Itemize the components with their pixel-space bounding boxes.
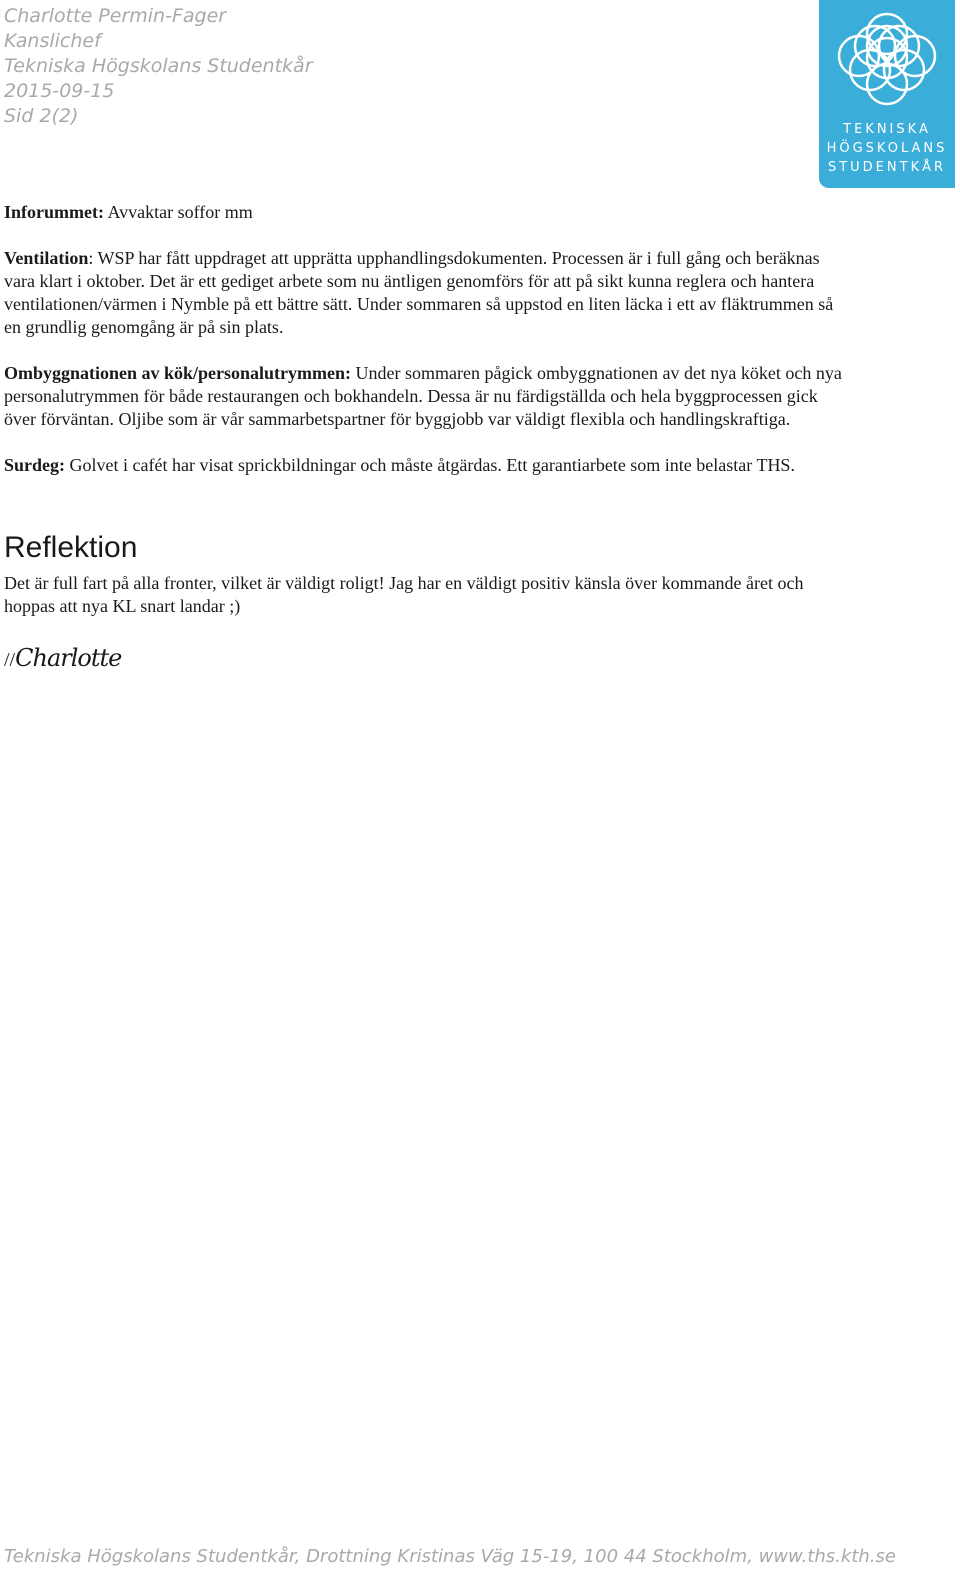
section-label: Ombyggnationen av kök/personalutrymmen:	[4, 363, 352, 383]
spacer	[4, 500, 854, 530]
signature	[4, 644, 854, 674]
section-inforummet	[4, 201, 854, 224]
document-body	[4, 201, 854, 674]
page-number: Sid 2(2)	[4, 105, 79, 127]
ths-logo	[819, 0, 955, 188]
document-header	[4, 4, 313, 129]
logo-line-2: HÖGSKOLANS	[826, 141, 948, 156]
section-ombyggnation	[4, 362, 854, 431]
organization-name: Tekniska Högskolans Studentkår	[4, 55, 313, 77]
logo-text	[819, 120, 955, 177]
rings-emblem-icon	[819, 0, 955, 120]
signature-name: Charlotte	[15, 644, 122, 672]
author-name: Charlotte Permin-Fager	[4, 5, 227, 27]
signature-prefix: //	[4, 649, 16, 671]
section-ventilation	[4, 247, 854, 339]
section-text: : WSP har fått uppdraget att upprätta upphandlingsdokumenten. Processen är i full gång och beräknas vara klart i oktober. Det är ett gediget arbete som nu äntligen genomförs för att på sikt kunna reglera och hantera ventilationen/värmen i Nymble på ett bättre sätt. Under sommaren så uppstod en liten läcka i ett av fläktrummen så en grundlig genomgång är på sin plats.	[4, 248, 834, 337]
logo-line-1: TEKNISKA	[843, 122, 931, 137]
section-label: Surdeg:	[4, 455, 66, 475]
author-role: Kanslichef	[4, 30, 101, 52]
section-text: Golvet i cafét har visat sprickbildningar och måste åtgärdas. Ett garantiarbete som inte belastar THS.	[65, 455, 795, 475]
reflektion-heading: Reflektion	[4, 531, 138, 564]
ring-icon	[867, 14, 907, 54]
page-footer: Tekniska Högskolans Studentkår, Drottning Kristinas Väg 15-19, 100 44 Stockholm, www.ths.kth.se	[4, 1546, 896, 1567]
document-date: 2015-09-15	[4, 80, 115, 102]
reflektion-text: Det är full fart på alla fronter, vilket är väldigt roligt! Jag har en väldigt positiv känsla över kommande året och hoppas att nya KL snart landar ;)	[4, 573, 804, 616]
section-text: Under sommaren pågick ombyggnationen av det nya köket och nya personalutrymmen för både restaurangen och bokhandeln. Dessa är nu färdigställda och hela byggprocessen gick över förväntan. Oljibe som är vår sammarbetspartner för byggjobb var väldigt flexibla och handlingskraftiga.	[4, 363, 842, 429]
logo-line-3: STUDENTKÅR	[827, 160, 947, 175]
section-surdeg	[4, 454, 854, 477]
section-label: Ventilation	[4, 248, 89, 268]
section-text: Avvaktar soffor mm	[103, 202, 253, 222]
section-label: Inforummet:	[4, 202, 104, 222]
